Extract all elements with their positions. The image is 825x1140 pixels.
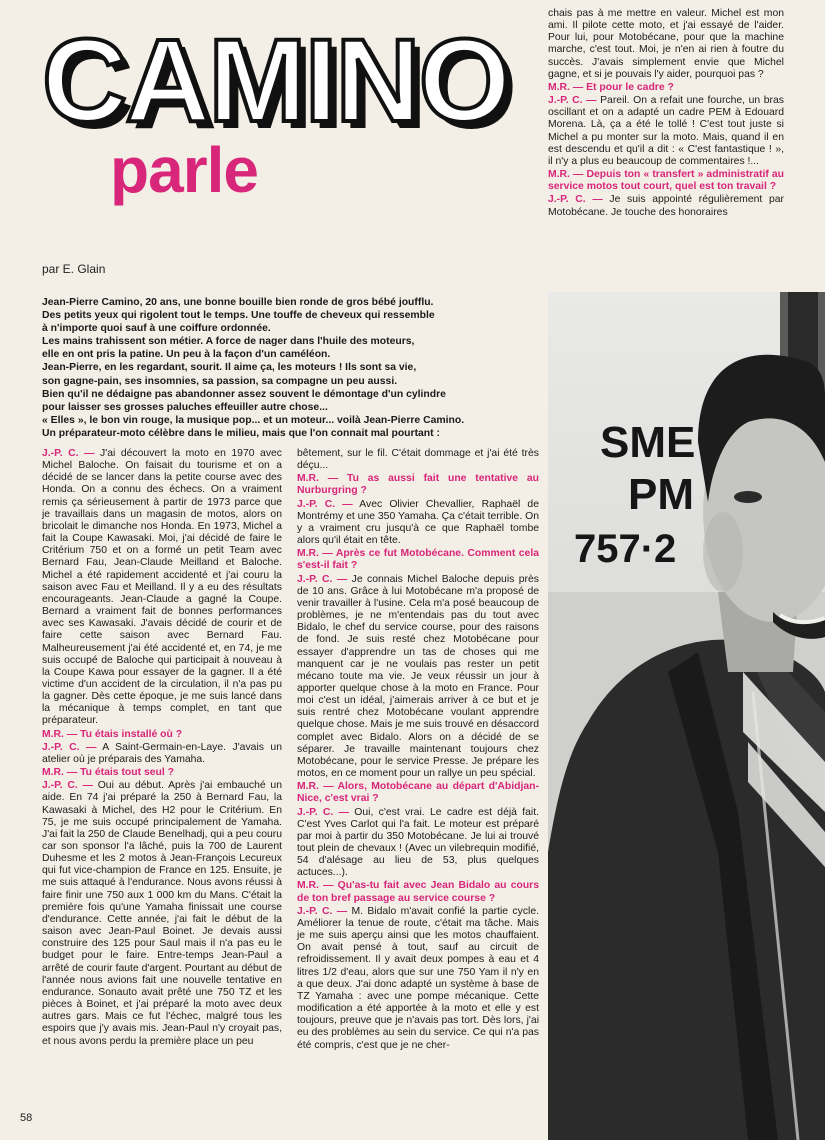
answer-text: J'ai découvert la moto en 1970 avec Michel Baloche. On faisait du tourisme et on a décidé de se lancer dans la petite course avec des Honda. On a connu des échecs. On a vraiment remis ça sérieusement à partir de 1973 parce que je travaillais dans un magasin de motos, alors on bricolait le dimanche nos Honda. En 1973, Michel a fait la Coupe Kawasaki. Moi, j'ai décidé de faire le Critérium 750 et on a formé un petit Team avec Bernard Fau, Jean-Claude Meilland et Baloche. Michel a été rapidement accidenté et j'ai couru la saison avec Fau et Meilland. Il y a eu des résultats encourageants. Jean-Claude a gagné la Coupe. Bernard a vraiment fait de bonnes performances avec ses Kawasaki. J'avais décidé de courir et de faire cette saison avec Bernard Fau. Malheureusement j'ai été accidenté et, en 74, je me suis occupé de Baloche qui participait à nouveau à la Coupe Kawa pour essayer de la gagner. Il a été victime d'un accident de la circulation, il n'a pas pu la gagner. Dès cette époque, je me suis lancé dans la mécanique à temps complet, en tant que préparateur. [42, 448, 282, 727]
intro-line: Bien qu'il ne dédaigne pas abandonner assez souvent le démontage d'un cylindre [42, 388, 446, 400]
interview-question: M.R. — Après ce fut Motobécane. Comment cela s'est-il fait ? [297, 548, 539, 572]
speaker-label: J.-P. C. — [297, 806, 349, 818]
interview-question: M.R. — Depuis ton « transfert » administratif au service motos tout court, quel est ton travail ? [548, 169, 784, 193]
answer-text: Je suis appointé régulièrement par Motobécane. Je touche des honoraires [548, 194, 784, 218]
interview-answer [548, 194, 784, 218]
interview-answer [297, 499, 539, 548]
answer-text: Je connais Michel Baloche depuis près de 10 ans. Grâce à lui Motobécane m'a proposé de venir travailler à l'usine. Cela m'a posé beaucoup de problèmes, je ne m'entendais pas du tout avec Bidalo, le chef du service course, pour des raisons de fond. Je suis resté chez Motobécane pour essayer d'apprendre un tas de choses qui me manquent car je ne voulais pas rester un petit mécano toute ma vie. Je veux réussir un jour à apporter quelque chose à la moto en France. Pour moi c'est un idéal, j'aimerais arriver à ce but et je suis rentré chez Motobécane voulant apprendre quelque chose. Mais je me suis trouvé en désaccord complet avec Bidalo. Alors on a décidé de se séparer. Je travaille maintenant toujours chez Motobécane, pour le service Presse. Je prépare les motos, en ce moment pour un rallye un peu spécial. [297, 573, 540, 780]
speaker-label: J.-P. C. — [297, 573, 348, 585]
portrait-photo [548, 292, 825, 1140]
headline-title: CAMINO [42, 15, 509, 147]
answer-text: Avec Olivier Chevallier, Raphaël de Montrémy et une 350 Yamaha. Ça c'était terrible. On y a vraiment cru jusqu'à ce que Raphaël tombe alors qu'il était en tête. [297, 498, 539, 547]
speaker-label: J.-P. C. — [548, 95, 597, 107]
speaker-label: J.-P. C. — [297, 498, 353, 510]
speaker-label: J.-P. C. — [42, 448, 95, 459]
intro-paragraph [42, 296, 537, 440]
interview-answer [548, 95, 784, 168]
interview-answer [42, 742, 282, 766]
interview-question: M.R. — Tu étais installé où ? [42, 728, 183, 740]
interview-answer [42, 780, 282, 1047]
intro-line: Jean-Pierre Camino, 20 ans, une bonne bouille bien ronde de gros bébé joufflu. [42, 297, 434, 308]
interview-question: M.R. — Tu étais tout seul ? [42, 767, 175, 779]
intro-line: elle en ont pris la patine. Un peu à la façon d'un caméléon. [42, 349, 331, 361]
interview-answer [548, 8, 784, 81]
intro-line: pour laisser ses grosses paluches effeuiller autre chose... [42, 401, 328, 413]
answer-text: chais pas à me mettre en valeur. Michel est mon ami. Il pilote cette moto, et j'ai essayé de l'aider. Pour lui, pour Motobécane, pour que la machine marche, c'est tout. Moi, je n'en ai rien à foutre du succès. J'avais simplement envie que Michel gagne, et si je pouvais l'y aider, pourquoi pas ? [548, 8, 784, 80]
answer-text: A Saint-Germain-en-Laye. J'avais un atelier où je préparais des Yamaha. [42, 741, 282, 765]
text-column-1 [42, 448, 282, 1049]
answer-text: Oui, c'est vrai. Le cadre est déjà fait. C'est Yves Carlot qui l'a fait. Le moteur est préparé par moi à partir du 350 Motobécane. Je lui ai trouvé tout plein de chevaux ! (Avec un vilebrequin modifié, 54 d'alésage au lieu de 53, plus quelques actuces...). [297, 806, 539, 879]
speaker-label: J.-P. C. — [297, 905, 348, 917]
interview-question: M.R. — Tu as aussi fait une tentative au Nurburgring ? [297, 473, 539, 497]
answer-text: Oui au début. Après j'ai embauché un aide. En 74 j'ai préparé la 250 à Bernard Fau, la Kawasaki à Michel, des H2 pour le Critérium. En 75, je me suis occupé principalement de Yamaha. J'ai fait la 250 de Claude Benelhadj, qui a peu couru car son sponsor l'a lâché, puis la 700 de Laurent Duhesme et les 2 motos à Jean-François Lecureux qui fut vice-champion de France en 125. Ensuite, je me suis attaqué à l'endurance. Nous avons réussi à faire finir une 750 aux 1 000 km du Mans. C'était la première fois qu'une Yamaha finissait une course d'endurance. Cette année, j'ai fait le début de la saison avec Jean-Paul Boinet. Je devais aussi construire des 125 pour Saul mais il n'a pas eu le budget pour le faire. Entre-temps Jean-Paul a arrêté de courir faute d'argent. Pourtant au début de l'année nous avions fait une nouvelle tentative en endurance. Sonauto avait prêté une 750 TZ et les pièces à Boinet, et j'ai préparé la moto avec deux autres gars. Mais ce fut l'échec, malgré tous les espoirs que j'y avais mis. Jean-Paul n'y croyait pas, et nous avons perdu la première place un peu [42, 780, 282, 1047]
speaker-label: J.-P. C. — [42, 780, 93, 792]
interview-question: M.R. — Qu'as-tu fait avec Jean Bidalo au cours de ton bref passage au service course ? [297, 880, 539, 904]
interview-question: M.R. — Alors, Motobécane au départ d'Abidjan-Nice, c'est vrai ? [297, 781, 539, 805]
intro-line: Jean-Pierre, en les regardant, sourit. Il aime ça, les moteurs ! Ils sont sa vie, [42, 362, 417, 374]
speaker-label: J.-P. C. — [548, 194, 603, 206]
sign-line-1: SME [600, 418, 696, 467]
intro-line: son gagne-pain, ses insomnies, sa passion, sa compagne un peu aussi. [42, 375, 398, 387]
text-column-2 [297, 448, 539, 1053]
intro-line: « Elles », le bon vin rouge, la musique pop... et un moteur... voilà Jean-Pierre Camino. [42, 414, 465, 426]
answer-text: bêtement, sur le fil. C'était dommage et j'ai été très déçu... [297, 448, 539, 472]
interview-answer [297, 906, 539, 1052]
interview-answer [297, 448, 539, 472]
sign-line-2: PM [628, 470, 694, 519]
byline: par E. Glain [42, 262, 106, 276]
intro-line: Un préparateur-moto célèbre dans le milieu, mais que l'on connait mal pourtant : [42, 427, 440, 439]
answer-text: M. Bidalo m'avait confié la partie cycle. Améliorer la tenue de route, c'était ma tâche. Mais je me suis aperçu ainsi que les motos chauffaient. On avait pensé à tout, sauf au circuit de refroidissement. Il y avait deux pompes à eau et 4 litres 1/2 d'eau, alors que sur une 750 Yam il n'y en a que deux. J'ai donc adapté un système à base de TZ Yamaha : avec une pompe mécanique. Cette modification a été apportée à la moto et elle y est toujours, preuve que je n'avais pas tort. Dès lors, j'ai eu des problèmes au sein du service. Ce qui n'a pas été compris, c'est que je ne cher- [297, 905, 539, 1051]
sign-line-3: 757·2 [574, 527, 677, 571]
intro-line: Les mains trahissent son métier. A force de nager dans l'huile des moteurs, [42, 336, 415, 348]
interview-answer [297, 807, 539, 880]
headline-subtitle: parle [110, 134, 258, 206]
interview-answer [42, 448, 282, 728]
interview-question: M.R. — Et pour le cadre ? [548, 81, 674, 93]
page-number: 58 [20, 1112, 33, 1124]
intro-line: à n'importe quoi sauf à une coiffure ordonnée. [42, 323, 271, 335]
interview-answer [297, 574, 539, 781]
text-column-3 [548, 8, 784, 220]
intro-line: Des petits yeux qui rigolent tout le temps. Une touffe de cheveux qui ressemble [42, 310, 435, 322]
speaker-label: J.-P. C. — [42, 741, 97, 753]
answer-text: Pareil. On a refait une fourche, un bras oscillant et on a adapté un cadre PEM à Edouard Morena. Là, ça a été le tollé ! C'est tout juste si Michel a pu monter sur la moto. Mais, quand il en est descendu et qu'il a dit : « C'est fantastique ! », il n'y a plus eu beaucoup de commentaires !... [548, 95, 784, 167]
